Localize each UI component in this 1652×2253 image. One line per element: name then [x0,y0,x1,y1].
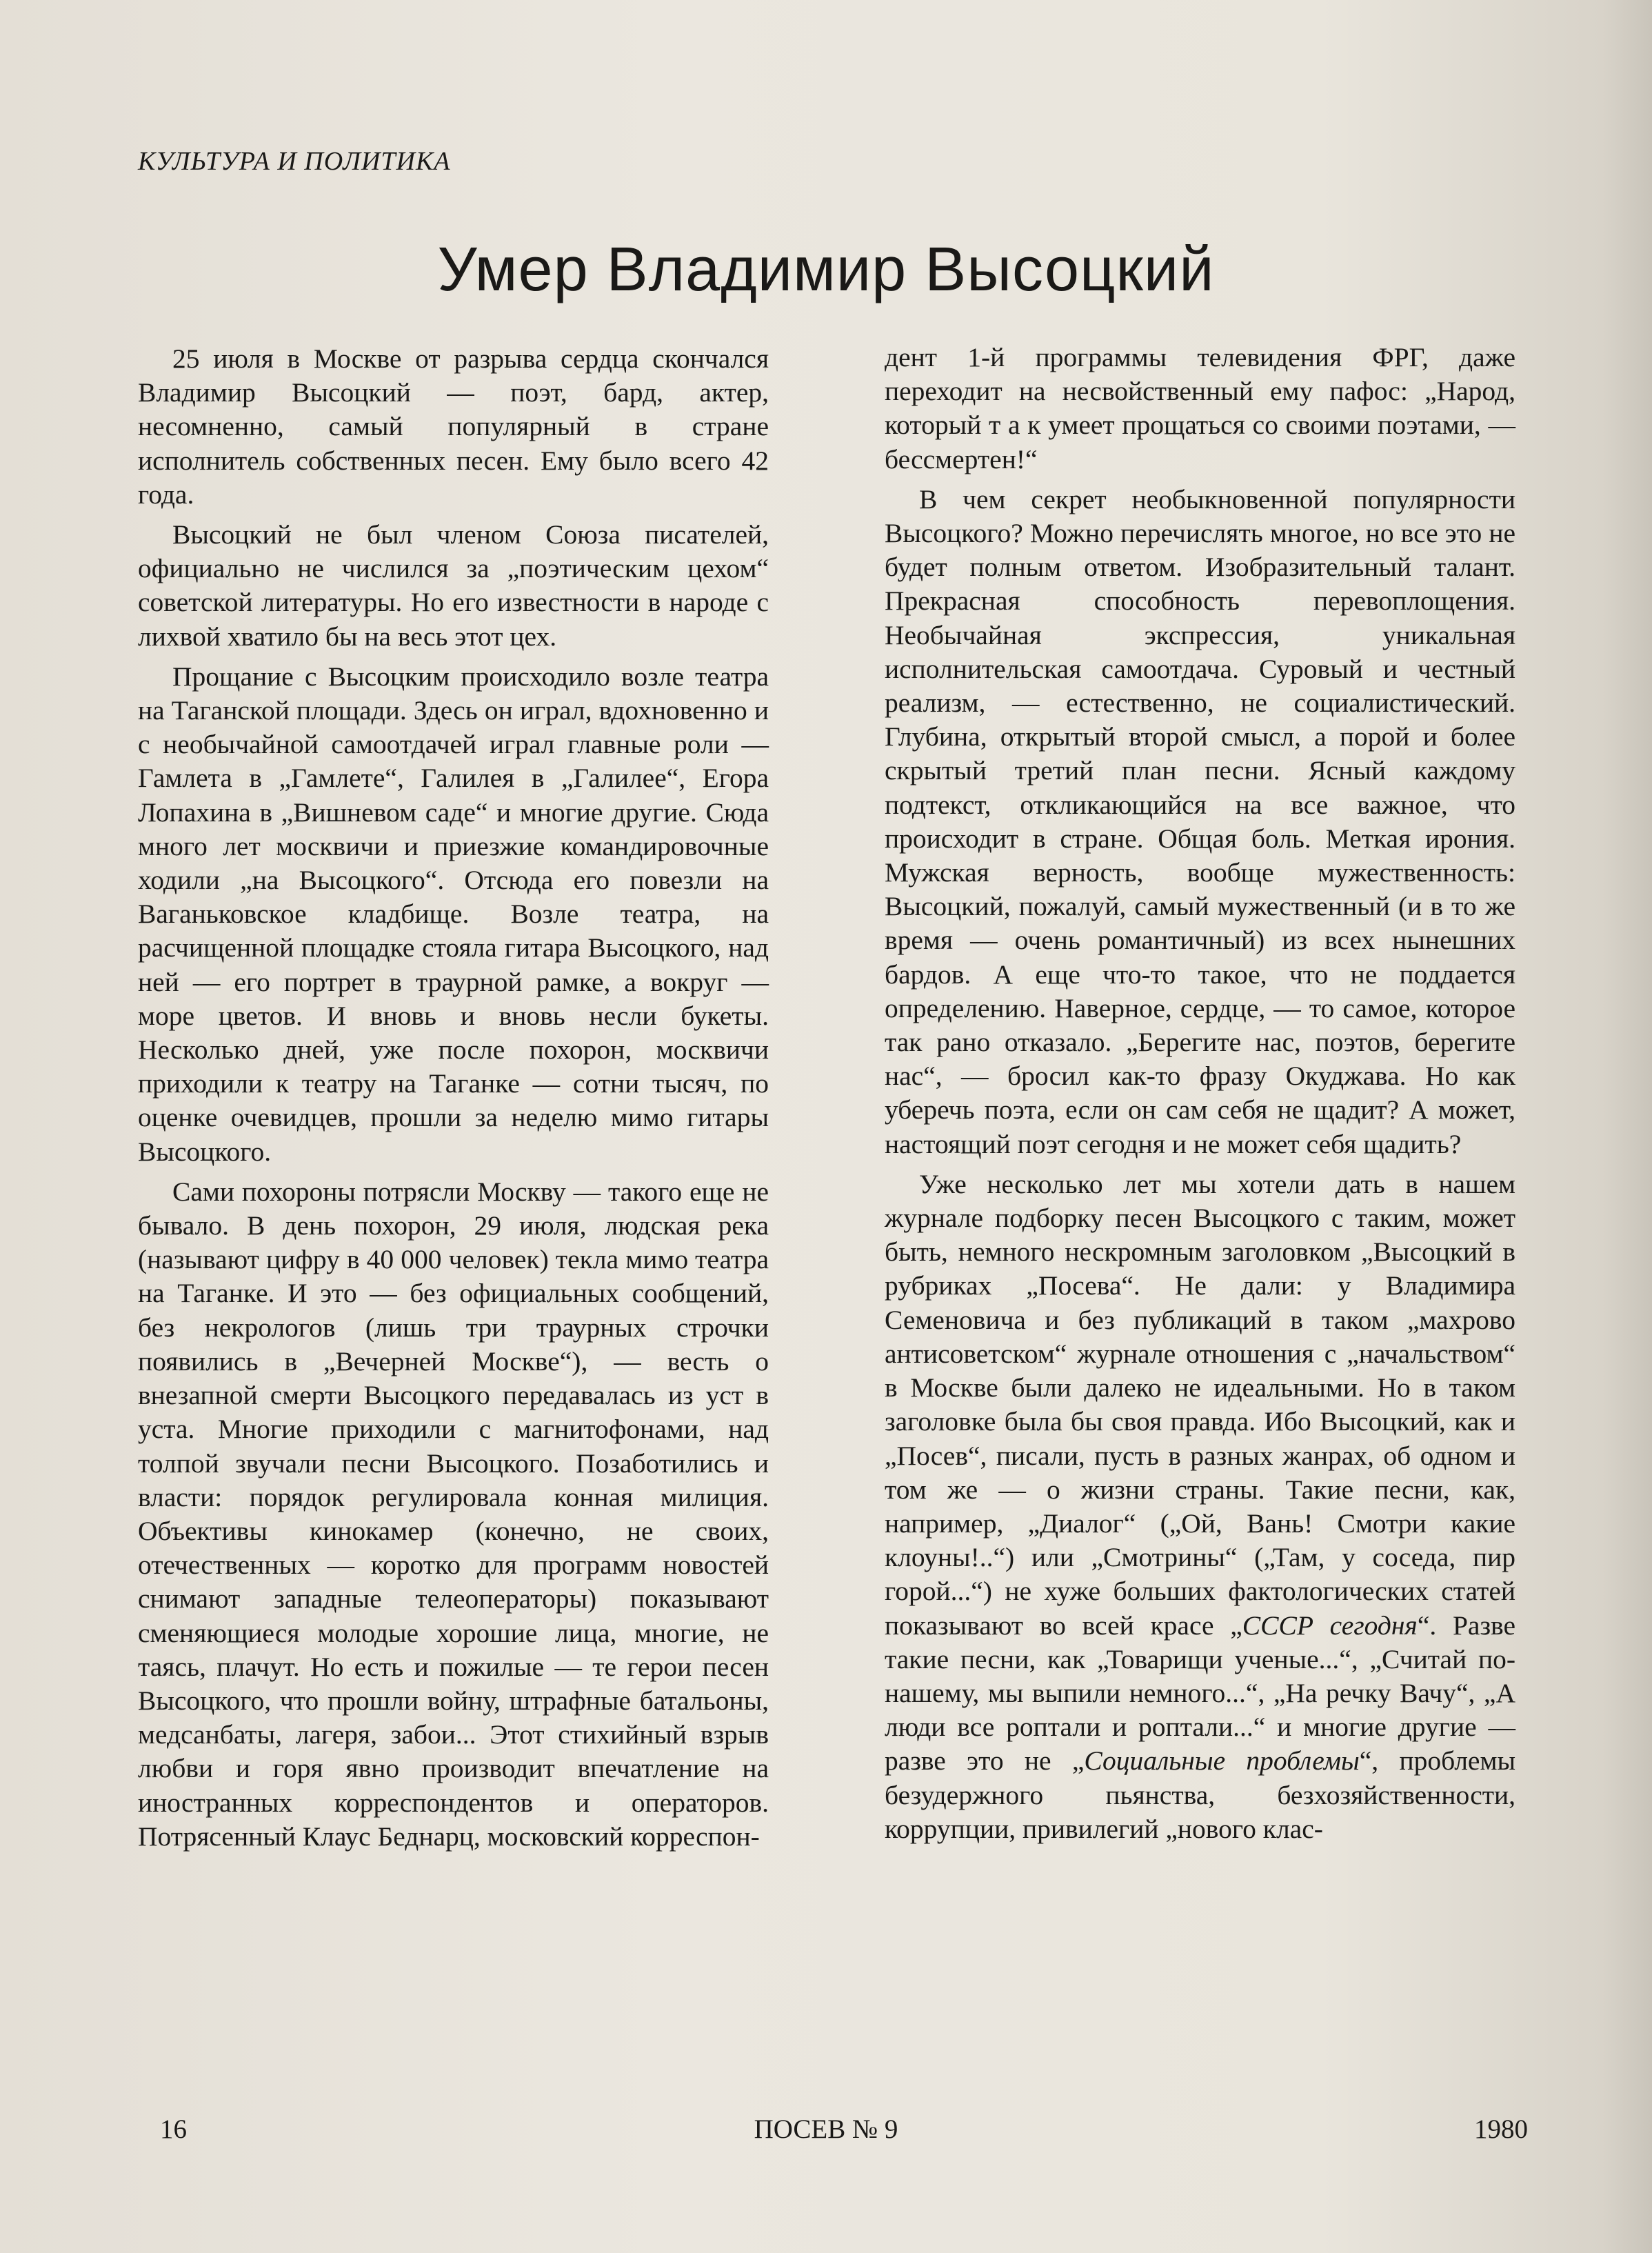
article-paragraph: Сами похороны потрясли Москву — такого еще не бывало. В день похорон, 29 июля, людская река (называют цифру в 40 000 человек) текла мимо театра на Таганке. И это — без официальных сообщений, без некрологов (лишь три траурных строчки появились в „Вечерней Москве“), — весть о внезапной смерти Высоцкого передавалась из уст в уста. Многие приходили с магнитофонами, над толпой звучали песни Высоцкого. Позаботились и власти: порядок регулировала конная милиция. Объективы кинокамер (конечно, не своих, отечественных — коротко для программ новостей снимают западные телеоператоры) показывают сменяющиеся молодые хорошие лица, многие, не таясь, плачут. Но есть и пожилые — те герои песен Высоцкого, что прошли войну, штрафные батальоны, медсанбаты, лагеря, забои... Этот стихийный взрыв любви и горя явно производит впечатление на иностранных корреспондентов и операторов. Потрясенный Клаус Беднарц, московский корреспон- [138,1176,769,1852]
magazine-rubric: СССР сегодня [1242,1610,1418,1641]
magazine-issue: ПОСЕВ № 9 [754,2114,898,2144]
article-paragraph: Прощание с Высоцким происходило возле театра на Таганской площади. Здесь он играл, вдохновенно и с необычайной самоотдачей играл главные роли — Гамлета в „Гамлете“, Галилея в „Галилее“, Егора Лопахина в „Вишневом саде“ и многие другие. Сюда много лет москвичи и приезжие командировочные ходили „на Высоцкого“. Отсюда его повезли на Ваганьковское кладбище. Возле театра, на расчищенной площадке стояла гитара Высоцкого, над ней — его портрет в траурной рамке, а вокруг — море цветов. И вновь и вновь несли букеты. Несколько дней, уже после похорон, москвичи приходили к театру на Таганке — сотни тысяч, по оценке очевидцев, прошли за неделю мимо гитары Высоцкого. [138,661,769,1167]
section-label: КУЛЬТУРА И ПОЛИТИКА [138,147,451,176]
article-paragraph: Высоцкий не был членом Союза писателей, официально не числился за „поэтическим цехом“ советской литературы. Но его известности в народе с лихвой хватило бы на весь этот цех. [138,519,769,652]
page-number: 16 [160,2114,187,2144]
left-column [138,342,769,1860]
right-column [885,341,1515,1852]
text-run: Уже несколько лет мы хотели дать в нашем журнале подборку песен Высоцкого с таким, может быть, немного нескромным заголовком „Высоцкий в рубриках „Посева“. Не дали: у Владимира Семеновича и без публикаций в таком „махрово антисоветском“ журнале отношения с „начальством“ в Москве были далеко не идеальными. Но в таком заголовке была бы своя правда. Ибо Высоцкий, как и „Посев“, писали, пусть в разных жанрах, об одном и том же — о жизни страны. Такие песни, как, например, „Диалог“ („Ой, Вань! Смотри какие клоуны!..“) или „Смотрины“ („Там, у соседа, пир горой...“) не хуже больших фактологических статей показывают во всей красе „ [885,1168,1515,1641]
article-paragraph: В чем секрет необыкновенной популярности Высоцкого? Можно перечислять многое, но все это не будет полным ответом. Изобразительный талант. Прекрасная способность перевоплощения. Необычайная экспрессия, уникальная исполнительская самоотдача. Суровый и честный реализм, — естественно, не социалистический. Глубина, открытый второй смысл, а порой и более скрытый третий план песни. Ясный каждому подтекст, откликающийся на все важное, что происходит в стране. Общая боль. Меткая ирония. Мужская верность, вообще мужественность: Высоцкий, пожалуй, самый мужественный (и в то же время — очень романтичный) из всех нынешних бардов. А еще что-то такое, что не поддается определению. Наверное, сердце, — то самое, которое так рано отказало. „Берегите нас, поэтов, берегите нас“, — бросил как-то фразу Окуджава. Но как уберечь поэта, если он сам себя не щадит? А может, настоящий поэт сегодня и не может себя щадить? [885,483,1515,1159]
text-run: “, проблемы безудержного пьянства, безхозяйственности, коррупции, привилегий „нового клас- [885,1745,1515,1844]
publication-year: 1980 [1474,2114,1528,2144]
article-paragraph: дент 1-й программы телевидения ФРГ, даже переходит на несвойственный ему пафос: „Народ, который т а к умеет прощаться со своими поэтами, — бессмертен!“ [885,342,1515,474]
article-paragraph-last [885,1168,1515,1846]
magazine-rubric: Социальные проблемы [1084,1745,1360,1776]
article-title: Умер Владимир Высоцкий [437,235,1215,304]
text-run: “. Разве такие песни, как „Товарищи ученые...“, „Считай по-нашему, мы выпили немного...“, „На речку Вачу“, „А люди все роптали и роптали...“ и многие другие — разве это не „ [885,1610,1516,1776]
article-paragraph: 25 июля в Москве от разрыва сердца скончался Владимир Высоцкий — поэт, бард, актер, несомненно, самый популярный в стране исполнитель собственных песен. Ему было всего 42 года. [138,343,769,510]
